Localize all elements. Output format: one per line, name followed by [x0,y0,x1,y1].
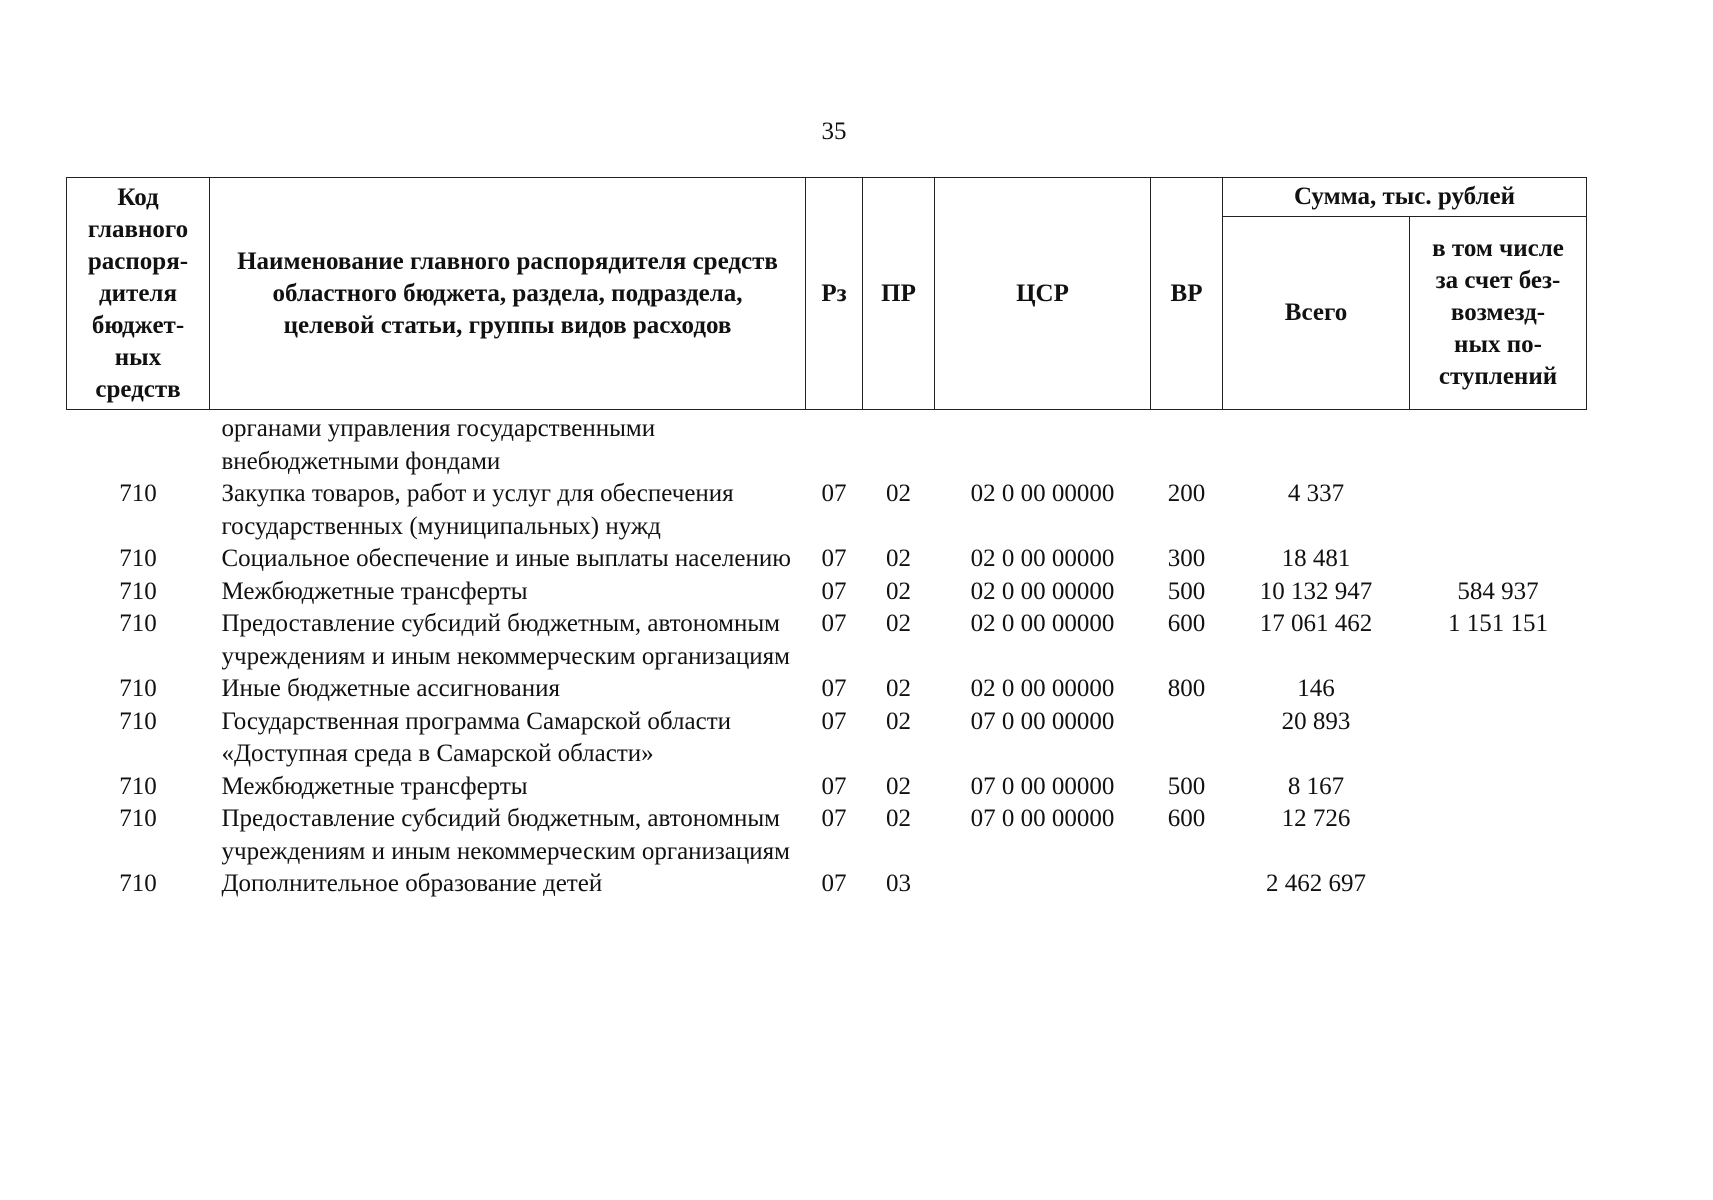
table-row [67,478,1587,543]
cell-vr: 200 [1167,480,1206,507]
header-name: Наименование главного распорядителя средств областного бюджета, раздела, подраздела, целевой статьи, группы видов расходов [210,178,806,410]
header-code: Код главного распоря- дителя бюджет- ных средств [67,178,210,410]
cell-pr: 02 [886,675,911,702]
cell-gratis [1410,410,1587,479]
cell-vr [1151,868,1223,901]
header-vr: ВР [1151,178,1223,410]
cell-csr: 07 0 00 00000 [970,805,1115,832]
cell-name: Предоставление субсидий бюджетным, автономным учреждениям и иным некоммерческим организациям [221,610,790,670]
cell-rz: 07 [821,577,847,605]
table-row [67,608,1587,673]
cell-name: Государственная программа Самарской области «Доступная среда в Самарской области» [221,707,731,767]
cell-csr: 07 0 00 00000 [970,707,1115,735]
cell-rz: 07 [821,707,847,735]
cell-vr: 800 [1167,675,1206,702]
cell-vr: 500 [1167,772,1206,800]
cell-total: 2 462 697 [1266,870,1366,897]
cell-total: 4 337 [1287,480,1345,507]
cell-gratis: 1 151 151 [1448,610,1548,637]
cell-rz: 07 [821,805,847,832]
table-row [67,543,1587,576]
cell-total: 18 481 [1281,545,1351,572]
cell-pr: 02 [886,772,911,800]
cell-csr: 02 0 00 00000 [970,675,1115,702]
header-total: Всего [1223,217,1410,410]
cell-pr: 02 [886,480,911,507]
table-row [67,410,1587,479]
cell-csr [935,410,1151,479]
cell-pr: 02 [886,545,911,572]
cell-pr: 02 [886,805,911,832]
cell-name: Дополнительное образование детей [221,870,603,897]
table-row [67,803,1587,868]
cell-gratis [1410,543,1587,576]
cell-code: 710 [119,772,157,800]
cell-gratis [1410,478,1587,543]
cell-name: Социальное обеспечение и иные выплаты населению [221,545,791,572]
cell-pr: 02 [886,577,911,605]
table-row [67,706,1587,771]
cell-name: Иные бюджетные ассигнования [221,675,561,702]
header-pr: ПР [863,178,935,410]
cell-rz: 07 [821,545,847,572]
cell-total: 146 [1297,675,1335,702]
cell-pr: 03 [886,870,911,897]
table-row [67,673,1587,706]
cell-gratis [1410,706,1587,771]
cell-csr: 07 0 00 00000 [970,772,1115,800]
cell-vr: 600 [1167,805,1206,832]
cell-csr: 02 0 00 00000 [970,610,1115,637]
cell-csr: 02 0 00 00000 [970,480,1115,507]
cell-rz: 07 [821,610,847,637]
cell-total: 10 132 947 [1259,577,1373,605]
cell-vr: 300 [1167,545,1206,572]
header-rz: Рз [806,178,863,410]
cell-total [1223,410,1410,479]
budget-table [66,177,1587,901]
cell-rz [806,410,863,479]
cell-name: Межбюджетные трансферты [221,577,528,605]
cell-total: 20 893 [1281,707,1351,735]
page-number: 35 [821,118,847,145]
cell-rz: 07 [821,870,847,897]
cell-total: 17 061 462 [1259,610,1373,637]
cell-code: 710 [119,610,157,637]
cell-code: 710 [119,675,157,702]
cell-vr [1151,410,1223,479]
cell-name: Межбюджетные трансферты [221,772,528,800]
cell-gratis: 584 937 [1457,577,1539,605]
cell-csr: 02 0 00 00000 [970,545,1115,572]
table-header [67,178,1587,410]
cell-code: 710 [119,480,157,507]
cell-pr: 02 [886,610,911,637]
cell-gratis [1410,673,1587,706]
cell-pr [863,410,935,479]
cell-gratis [1410,771,1587,804]
table-row [67,868,1587,901]
cell-name: Предоставление субсидий бюджетным, автономным учреждениям и иным некоммерческим организациям [221,805,790,865]
cell-code: 710 [119,707,157,735]
cell-name: Закупка товаров, работ и услуг для обеспечения государственных (муниципальных) нужд [221,480,734,540]
cell-name: органами управления государственными внебюджетными фондами [221,415,656,475]
table-row [67,771,1587,804]
cell-total: 8 167 [1287,772,1345,800]
cell-total: 12 726 [1281,805,1351,832]
cell-code: 710 [119,545,157,572]
cell-rz: 07 [821,675,847,702]
header-gratis: в том числе за счет без- возмезд- ных по- ступлений [1410,217,1587,410]
cell-vr: 500 [1167,577,1206,605]
cell-code [67,410,210,479]
header-csr: ЦСР [935,178,1151,410]
table-body [67,410,1587,901]
cell-gratis [1410,868,1587,901]
header-sum-group: Сумма, тыс. рублей [1223,178,1587,217]
cell-vr: 600 [1167,610,1206,637]
cell-code: 710 [119,577,157,605]
cell-rz: 07 [821,480,847,507]
cell-vr [1151,706,1223,771]
cell-rz: 07 [821,772,847,800]
cell-code: 710 [119,870,157,897]
cell-pr: 02 [886,707,911,735]
cell-gratis [1410,803,1587,868]
cell-csr [935,868,1151,901]
cell-csr: 02 0 00 00000 [970,577,1115,605]
table-row [67,576,1587,609]
cell-code: 710 [119,805,157,832]
